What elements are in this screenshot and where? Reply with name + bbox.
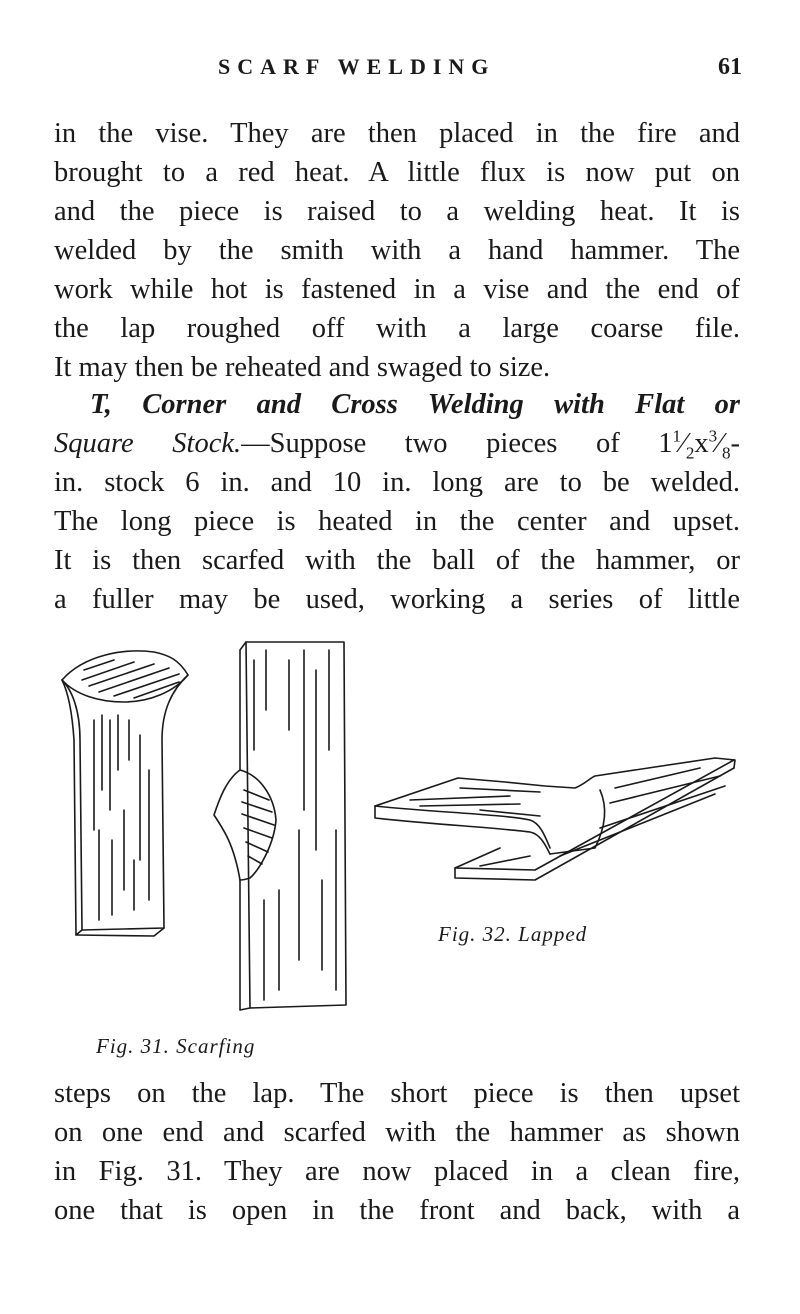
figure-32-illustration: [370, 748, 740, 898]
text-span: -: [730, 428, 740, 459]
text-line: in the vise. They are then placed in the fire and: [54, 118, 740, 149]
text-line: It may then be reheated and swaged to size.: [54, 352, 551, 383]
figure-32-caption: Fig. 32. Lapped: [438, 922, 588, 946]
running-head: [0, 54, 800, 84]
text-line: work while hot is fastened in a vise and the end of: [54, 274, 740, 305]
text-line: one that is open in the front and back, with a: [54, 1195, 740, 1226]
fraction-denominator: 2: [685, 443, 695, 463]
text-line: brought to a red heat. A little flux is now put on: [54, 157, 740, 188]
section-heading-continued: Square Stock.: [54, 428, 242, 459]
text-span: x: [694, 428, 709, 459]
fraction-numerator: 3: [708, 426, 718, 446]
fraction-numerator: 1: [672, 426, 682, 446]
text-line: and the piece is raised to a welding heat. It is: [54, 196, 740, 227]
text-line: in. stock 6 in. and 10 in. long are to be welded.: [54, 467, 740, 498]
fraction-denominator: 8: [721, 443, 731, 463]
paragraph-2: [54, 385, 740, 619]
figure-31-caption: Fig. 31. Scarfing: [96, 1034, 256, 1058]
section-heading: T, Corner and Cross Welding with Flat or: [90, 389, 740, 420]
text-line: the lap roughed off with a large coarse file.: [54, 313, 740, 344]
text-line: welded by the smith with a hand hammer. The: [54, 235, 740, 266]
text-line: in Fig. 31. They are now placed in a clean fire,: [54, 1156, 740, 1187]
text-line: steps on the lap. The short piece is then upset: [54, 1078, 740, 1109]
text-line: Square Stock.—Suppose two pieces of $1^1⁄_2x^3⁄_8-$: [54, 426, 740, 463]
figure-31-illustration: [54, 630, 354, 1020]
text-line: a fuller may be used, working a series of little: [54, 584, 740, 615]
paragraph-3: [54, 1074, 740, 1230]
text-line: It is then scarfed with the ball of the hammer, or: [54, 545, 740, 576]
paragraph-1: [54, 114, 740, 387]
page-number: 61: [718, 54, 742, 80]
text-span: —Suppose two pieces of 1: [241, 428, 673, 459]
text-line: The long piece is heated in the center and upset.: [54, 506, 740, 537]
running-title: SCARF WELDING: [218, 54, 496, 79]
text-line: on one end and scarfed with the hammer as shown: [54, 1117, 740, 1148]
